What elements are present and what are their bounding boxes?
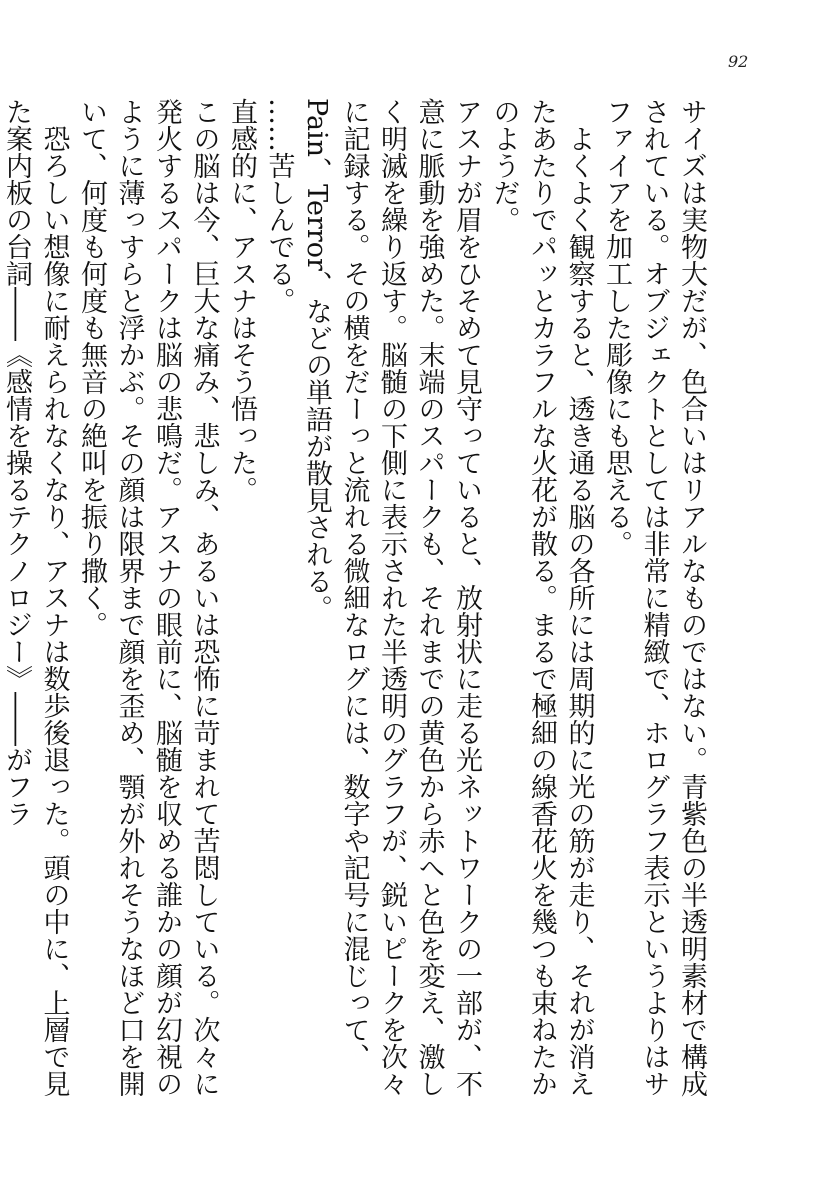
paragraph-7: 恐ろしい想像に耐えられなくなり、アスナは数歩後退った。頭の中に、上層で見た案内板の台詞――《感情を操るテクノロジー》――がフラ [1,98,70,1097]
paragraph-2: よくよく観察すると、透き通る脳の各所には周期的に光の筋が走り、それが消えたあたりでパッとカラフルな火花が散る。まるで極細の線香花火を幾つも束ねたかのようだ。 [488,98,595,1097]
paragraph-1: サイズは実物大だが、色合いはリアルなものではない。青紫色の半透明素材で構成されている。オブジェクトとしては非常に精緻で、ホログラフ表示というよりはサファイアを加工した彫像にも思える。 [601,98,707,1097]
paragraph-4: ……苦しんでる。 [263,98,295,314]
novel-text-body [1,98,710,1108]
paragraph-3: アスナが眉をひそめて見守っていると、放射状に走る光ネットワークの一部が、不意に脈動を強めた。末端のスパークも、それまでの黄色から赤へと色を変え、激しく明滅を繰り返す。脳髄の下側に表示された半透明のグラフが、鋭いピークを次々に記録する。その横をだーっと流れる微細なログには、数字や記号に混じって、Pain、Terror、などの単語が散見される。 [301,98,482,1097]
paragraph-5: 直感的に、アスナはそう悟った。 [226,98,257,503]
paragraph-6: この脳は今、巨大な痛み、悲しみ、あるいは恐怖に苛まれて苦悶している。次々に発火するスパークは脳の悲鳴だ。アスナの眼前に、脳髄を収める誰かの顔が幻視のように薄っすらと浮かぶ。その顔は限界まで顔を歪め、顎が外れそうなほど口を開いて、何度も何度も無音の絶叫を振り撒く。 [76,98,220,1097]
page-number: 92 [728,52,749,71]
